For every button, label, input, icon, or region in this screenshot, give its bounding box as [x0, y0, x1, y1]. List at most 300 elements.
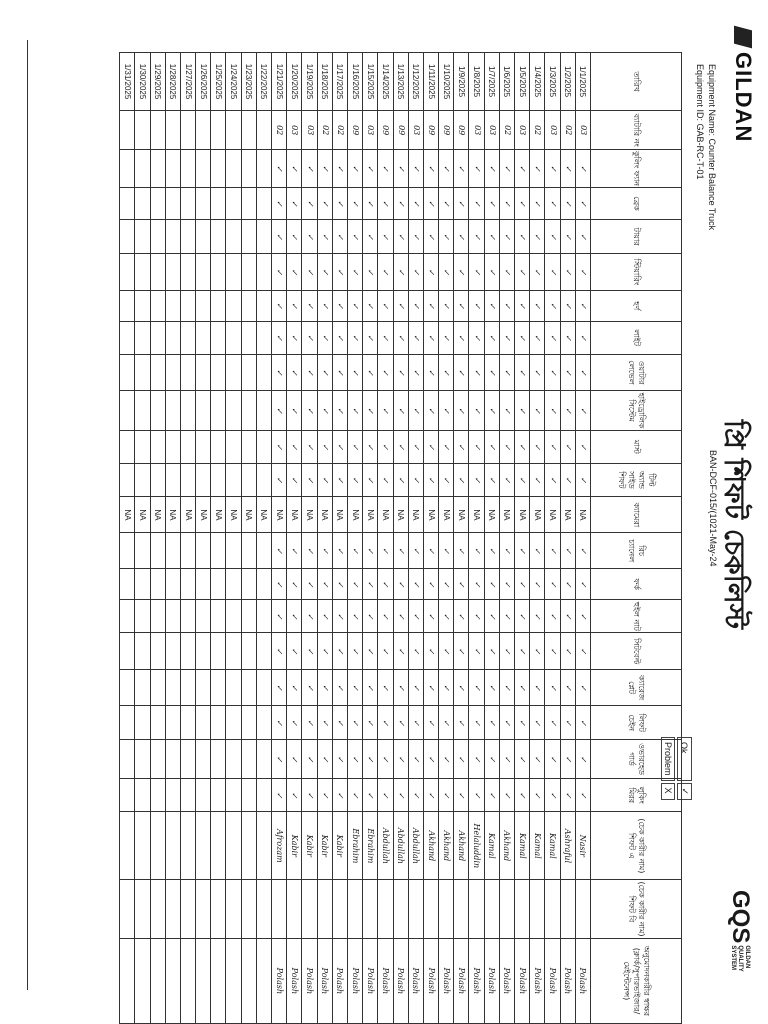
table-row — [135, 53, 150, 1024]
check-cell: ✓ — [575, 354, 590, 390]
check-cell: ✓ — [408, 569, 423, 600]
battery-cell: 03 — [287, 111, 302, 150]
table-row — [423, 53, 438, 1024]
check-cell: ✓ — [439, 390, 454, 430]
shift-a-cell: Akhand — [499, 812, 514, 880]
camera-cell: NA — [469, 497, 484, 533]
approver-cell — [226, 938, 241, 1023]
camera-cell: NA — [575, 497, 590, 533]
check-cell: ✓ — [439, 600, 454, 633]
check-cell: ✓ — [454, 354, 469, 390]
check-cell: ✓ — [378, 533, 393, 569]
date-cell: 1/4/2025 — [530, 53, 545, 111]
check-cell: ✓ — [332, 290, 347, 321]
check-cell — [120, 706, 135, 740]
camera-cell: NA — [332, 497, 347, 533]
shift-b-cell — [363, 880, 378, 939]
shift-a-cell: Helaluddin — [469, 812, 484, 880]
check-cell: ✓ — [499, 354, 514, 390]
check-cell: ✓ — [317, 390, 332, 430]
check-cell — [180, 150, 195, 187]
shift-b-cell — [256, 880, 271, 939]
check-cell: ✓ — [302, 569, 317, 600]
date-cell: 1/17/2025 — [332, 53, 347, 111]
check-cell — [226, 220, 241, 254]
battery-cell — [165, 111, 180, 150]
check-cell — [135, 220, 150, 254]
table-row — [272, 53, 287, 1024]
check-cell — [180, 431, 195, 463]
check-cell — [196, 778, 211, 812]
check-cell: ✓ — [287, 740, 302, 779]
check-cell: ✓ — [484, 633, 499, 670]
check-cell: ✓ — [272, 533, 287, 569]
table-row — [165, 53, 180, 1024]
check-cell: ✓ — [332, 600, 347, 633]
column-header: তারিখ — [591, 53, 682, 111]
check-cell — [256, 600, 271, 633]
check-cell: ✓ — [530, 533, 545, 569]
check-cell — [180, 740, 195, 779]
check-cell: ✓ — [575, 390, 590, 430]
check-cell: ✓ — [378, 669, 393, 705]
approver-cell: Polash — [378, 938, 393, 1023]
check-cell: ✓ — [348, 150, 363, 187]
check-cell — [256, 354, 271, 390]
check-cell: ✓ — [439, 633, 454, 670]
table-row — [363, 53, 378, 1024]
table-row — [180, 53, 195, 1024]
check-cell — [256, 254, 271, 291]
check-cell: ✓ — [530, 187, 545, 220]
check-cell: ✓ — [393, 533, 408, 569]
check-cell: ✓ — [332, 706, 347, 740]
battery-cell — [120, 111, 135, 150]
table-row — [378, 53, 393, 1024]
logo-text: GILDAN — [731, 52, 756, 143]
check-cell: ✓ — [408, 150, 423, 187]
check-cell: ✓ — [317, 220, 332, 254]
check-cell — [180, 354, 195, 390]
date-cell: 1/9/2025 — [454, 53, 469, 111]
check-cell: ✓ — [302, 706, 317, 740]
check-cell: ✓ — [454, 431, 469, 463]
check-cell: ✓ — [423, 669, 438, 705]
check-cell — [241, 533, 256, 569]
shift-b-cell — [560, 880, 575, 939]
check-cell: ✓ — [530, 290, 545, 321]
check-cell: ✓ — [530, 778, 545, 812]
check-cell: ✓ — [484, 254, 499, 291]
check-cell — [256, 187, 271, 220]
check-cell: ✓ — [317, 533, 332, 569]
check-cell: ✓ — [575, 569, 590, 600]
check-cell — [241, 150, 256, 187]
camera-cell: NA — [545, 497, 560, 533]
check-cell: ✓ — [484, 740, 499, 779]
check-cell: ✓ — [393, 290, 408, 321]
document-code: BAN-DCF-015/(1021-May-24 — [708, 450, 718, 567]
check-cell: ✓ — [272, 740, 287, 779]
check-cell: ✓ — [423, 290, 438, 321]
check-cell — [165, 220, 180, 254]
check-cell: ✓ — [454, 321, 469, 354]
check-cell — [120, 187, 135, 220]
camera-cell: NA — [348, 497, 363, 533]
approver-cell: Polash — [423, 938, 438, 1023]
check-cell — [196, 354, 211, 390]
check-cell: ✓ — [469, 463, 484, 497]
shift-a-cell: Kabir — [317, 812, 332, 880]
check-cell — [211, 321, 226, 354]
check-cell — [180, 778, 195, 812]
check-cell — [211, 463, 226, 497]
check-cell — [226, 431, 241, 463]
check-cell: ✓ — [454, 533, 469, 569]
check-cell — [256, 431, 271, 463]
check-cell — [226, 669, 241, 705]
gqs-text: GQS — [727, 890, 754, 944]
check-cell: ✓ — [302, 600, 317, 633]
check-cell — [165, 600, 180, 633]
check-cell: ✓ — [332, 187, 347, 220]
check-cell: ✓ — [348, 778, 363, 812]
check-cell — [180, 220, 195, 254]
check-cell — [135, 354, 150, 390]
camera-cell: NA — [560, 497, 575, 533]
check-cell: ✓ — [530, 354, 545, 390]
check-cell: ✓ — [469, 569, 484, 600]
check-cell: ✓ — [408, 778, 423, 812]
check-cell — [226, 354, 241, 390]
page-title: প্রি শিফট চেকলিস্ট — [718, 420, 751, 630]
table-row — [575, 53, 590, 1024]
check-cell: ✓ — [363, 354, 378, 390]
check-cell: ✓ — [363, 740, 378, 779]
check-cell: ✓ — [530, 463, 545, 497]
shift-b-cell — [211, 880, 226, 939]
date-cell: 1/2/2025 — [560, 53, 575, 111]
check-cell: ✓ — [515, 431, 530, 463]
approver-cell: Polash — [575, 938, 590, 1023]
check-cell — [165, 669, 180, 705]
check-cell — [135, 778, 150, 812]
check-cell: ✓ — [530, 220, 545, 254]
check-cell — [256, 290, 271, 321]
check-cell: ✓ — [363, 463, 378, 497]
shift-a-cell: Ebrahim — [348, 812, 363, 880]
check-cell: ✓ — [515, 600, 530, 633]
check-cell — [196, 633, 211, 670]
check-cell: ✓ — [515, 778, 530, 812]
check-cell: ✓ — [317, 669, 332, 705]
check-cell: ✓ — [530, 390, 545, 430]
check-cell — [196, 463, 211, 497]
check-cell — [150, 390, 165, 430]
check-cell: ✓ — [287, 706, 302, 740]
check-cell: ✓ — [560, 354, 575, 390]
check-cell: ✓ — [499, 706, 514, 740]
check-cell: ✓ — [575, 533, 590, 569]
check-cell: ✓ — [423, 321, 438, 354]
check-cell — [256, 569, 271, 600]
check-cell: ✓ — [423, 740, 438, 779]
check-cell: ✓ — [439, 463, 454, 497]
check-cell: ✓ — [515, 150, 530, 187]
check-cell: ✓ — [317, 150, 332, 187]
check-cell — [256, 150, 271, 187]
camera-cell: NA — [196, 497, 211, 533]
table-row — [150, 53, 165, 1024]
check-cell: ✓ — [560, 290, 575, 321]
table-row — [530, 53, 545, 1024]
column-header: (চেক কারীর নাম) শিফট বি — [591, 880, 682, 939]
check-cell — [120, 431, 135, 463]
check-cell: ✓ — [454, 187, 469, 220]
check-cell: ✓ — [469, 354, 484, 390]
shift-b-cell — [515, 880, 530, 939]
check-cell: ✓ — [484, 431, 499, 463]
checklist-table — [119, 52, 682, 1024]
check-cell: ✓ — [423, 187, 438, 220]
check-cell: ✓ — [332, 321, 347, 354]
check-cell: ✓ — [272, 463, 287, 497]
check-cell: ✓ — [287, 431, 302, 463]
battery-cell — [150, 111, 165, 150]
table-row — [454, 53, 469, 1024]
check-cell: ✓ — [363, 187, 378, 220]
check-cell: ✓ — [408, 706, 423, 740]
check-cell: ✓ — [302, 669, 317, 705]
shift-a-cell: Kamal — [484, 812, 499, 880]
column-header: ব্রেক — [591, 187, 682, 220]
check-cell: ✓ — [287, 569, 302, 600]
check-cell: ✓ — [332, 669, 347, 705]
approver-cell: Polash — [469, 938, 484, 1023]
approver-cell: Polash — [515, 938, 530, 1023]
check-cell: ✓ — [302, 187, 317, 220]
battery-cell: 03 — [469, 111, 484, 150]
check-cell — [135, 187, 150, 220]
check-cell: ✓ — [287, 187, 302, 220]
check-cell: ✓ — [515, 569, 530, 600]
check-cell — [256, 778, 271, 812]
check-cell: ✓ — [317, 778, 332, 812]
check-cell: ✓ — [332, 150, 347, 187]
check-cell: ✓ — [469, 290, 484, 321]
check-cell: ✓ — [484, 778, 499, 812]
table-row — [393, 53, 408, 1024]
check-cell: ✓ — [408, 290, 423, 321]
check-cell: ✓ — [423, 778, 438, 812]
check-cell: ✓ — [454, 600, 469, 633]
check-cell — [120, 354, 135, 390]
check-cell — [226, 187, 241, 220]
check-cell: ✓ — [287, 463, 302, 497]
camera-cell: NA — [302, 497, 317, 533]
check-cell: ✓ — [363, 390, 378, 430]
check-cell: ✓ — [469, 706, 484, 740]
check-cell: ✓ — [317, 290, 332, 321]
check-cell: ✓ — [302, 220, 317, 254]
table-row — [348, 53, 363, 1024]
check-cell: ✓ — [317, 569, 332, 600]
column-header: ওভারহেড গার্ড — [591, 740, 682, 779]
check-cell: ✓ — [439, 254, 454, 291]
check-cell — [256, 220, 271, 254]
battery-cell: 02 — [272, 111, 287, 150]
approver-cell — [135, 938, 150, 1023]
check-cell: ✓ — [439, 569, 454, 600]
check-cell: ✓ — [439, 740, 454, 779]
check-cell: ✓ — [575, 254, 590, 291]
check-cell — [211, 778, 226, 812]
check-cell — [241, 569, 256, 600]
check-cell: ✓ — [348, 187, 363, 220]
check-cell: ✓ — [302, 463, 317, 497]
shift-b-cell — [196, 880, 211, 939]
check-cell — [150, 740, 165, 779]
date-cell: 1/15/2025 — [363, 53, 378, 111]
check-cell — [165, 321, 180, 354]
column-header: স্টিয়ারিং — [591, 254, 682, 291]
check-cell — [135, 600, 150, 633]
check-cell — [180, 390, 195, 430]
check-cell — [135, 463, 150, 497]
check-cell — [256, 390, 271, 430]
check-cell: ✓ — [454, 706, 469, 740]
check-cell — [150, 778, 165, 812]
approver-cell: Polash — [454, 938, 469, 1023]
check-cell: ✓ — [393, 431, 408, 463]
check-cell: ✓ — [302, 290, 317, 321]
check-cell: ✓ — [575, 633, 590, 670]
column-header: হুইল নাট — [591, 600, 682, 633]
shift-a-cell: Nasir — [575, 812, 590, 880]
check-cell — [226, 390, 241, 430]
check-cell: ✓ — [408, 669, 423, 705]
check-cell: ✓ — [378, 463, 393, 497]
check-cell: ✓ — [515, 463, 530, 497]
check-cell — [150, 633, 165, 670]
approver-cell — [150, 938, 165, 1023]
check-cell: ✓ — [560, 321, 575, 354]
approver-cell: Polash — [393, 938, 408, 1023]
check-cell: ✓ — [515, 740, 530, 779]
check-cell: ✓ — [408, 220, 423, 254]
check-cell — [150, 150, 165, 187]
date-cell: 1/21/2025 — [272, 53, 287, 111]
date-cell: 1/6/2025 — [499, 53, 514, 111]
check-cell: ✓ — [393, 254, 408, 291]
date-cell: 1/26/2025 — [196, 53, 211, 111]
check-cell — [165, 633, 180, 670]
check-cell: ✓ — [545, 187, 560, 220]
check-cell — [241, 600, 256, 633]
column-header: টায়ার — [591, 220, 682, 254]
check-cell — [196, 600, 211, 633]
table-row — [408, 53, 423, 1024]
check-cell: ✓ — [515, 321, 530, 354]
column-header: ফর্ক — [591, 569, 682, 600]
check-cell — [180, 706, 195, 740]
column-header: ওয়াটার লেভেল — [591, 354, 682, 390]
check-cell: ✓ — [408, 187, 423, 220]
legend-ok-symbol: ✓ — [677, 783, 692, 801]
shift-a-cell: Abdullah — [393, 812, 408, 880]
approver-cell: Polash — [302, 938, 317, 1023]
approver-cell: Polash — [545, 938, 560, 1023]
check-cell: ✓ — [423, 254, 438, 291]
check-cell: ✓ — [423, 390, 438, 430]
check-cell: ✓ — [378, 600, 393, 633]
check-cell: ✓ — [408, 390, 423, 430]
check-cell: ✓ — [545, 740, 560, 779]
check-cell: ✓ — [454, 254, 469, 291]
check-cell: ✓ — [439, 290, 454, 321]
shift-b-cell — [120, 880, 135, 939]
check-cell: ✓ — [530, 740, 545, 779]
date-cell: 1/7/2025 — [484, 53, 499, 111]
check-cell — [256, 321, 271, 354]
camera-cell: NA — [256, 497, 271, 533]
column-header: রিচ চ্যানেল — [591, 533, 682, 569]
check-cell: ✓ — [454, 220, 469, 254]
check-cell — [196, 533, 211, 569]
shift-a-cell — [226, 812, 241, 880]
check-cell: ✓ — [484, 569, 499, 600]
check-cell: ✓ — [499, 463, 514, 497]
legend-problem-label: Problem — [661, 737, 675, 781]
check-cell — [211, 254, 226, 291]
battery-cell: 03 — [515, 111, 530, 150]
check-cell: ✓ — [378, 740, 393, 779]
check-cell — [150, 290, 165, 321]
check-cell: ✓ — [332, 463, 347, 497]
check-cell — [150, 569, 165, 600]
check-cell: ✓ — [408, 254, 423, 291]
shift-a-cell: Kabir — [302, 812, 317, 880]
check-cell — [120, 740, 135, 779]
check-cell: ✓ — [287, 633, 302, 670]
check-cell: ✓ — [363, 431, 378, 463]
check-cell: ✓ — [348, 354, 363, 390]
check-cell — [226, 778, 241, 812]
column-header: অনুমোদনকারীর স্বাক্ষর (ক্লার্ক/সুপারভাইজার/ মেইন্টেনেন্স) — [591, 938, 682, 1023]
check-cell: ✓ — [302, 778, 317, 812]
check-cell — [211, 354, 226, 390]
check-cell — [180, 600, 195, 633]
shift-b-cell — [454, 880, 469, 939]
check-cell — [120, 150, 135, 187]
check-cell: ✓ — [332, 569, 347, 600]
check-cell: ✓ — [469, 669, 484, 705]
battery-cell — [226, 111, 241, 150]
check-cell — [226, 706, 241, 740]
table-row — [196, 53, 211, 1024]
check-cell: ✓ — [575, 321, 590, 354]
check-cell — [165, 290, 180, 321]
check-cell: ✓ — [499, 533, 514, 569]
approver-cell: Polash — [272, 938, 287, 1023]
check-cell — [120, 600, 135, 633]
check-cell: ✓ — [348, 254, 363, 291]
check-cell — [196, 669, 211, 705]
check-cell: ✓ — [378, 633, 393, 670]
shift-a-cell: Ebrahim — [363, 812, 378, 880]
check-cell — [165, 354, 180, 390]
approver-cell: Polash — [348, 938, 363, 1023]
